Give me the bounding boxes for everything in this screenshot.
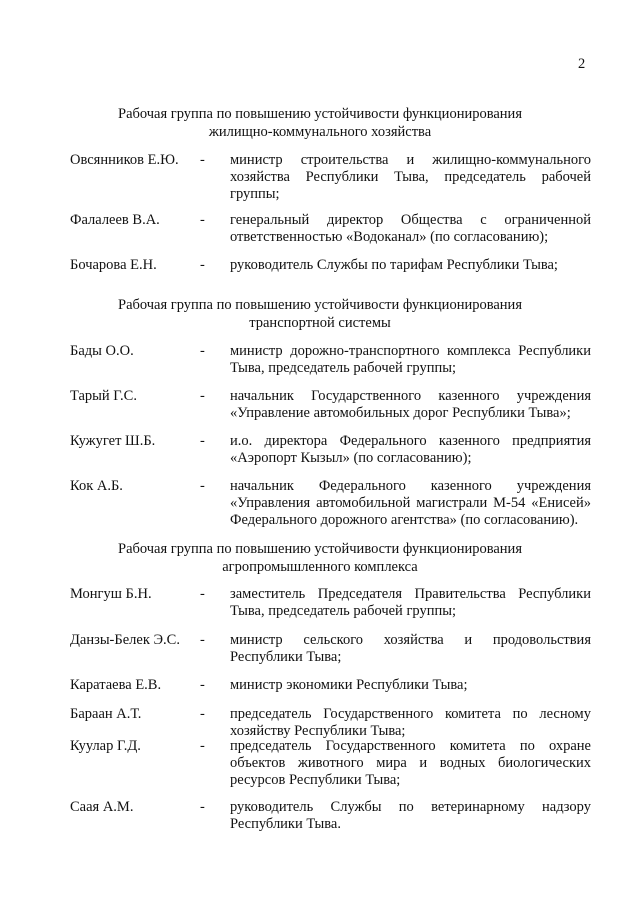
member-role: заместитель Председателя Правительства Республики Тыва, председатель рабочей группы; <box>230 586 591 619</box>
member-role: начальник Федерального казенного учреждения «Управления автомобильной магистрали М-54 «Енисей» Федерального дорожного агентства» (по согласованию). <box>230 478 591 528</box>
page-number: 2 <box>578 56 586 72</box>
member-name: Фалалеев В.А. <box>70 212 160 228</box>
member-role: и.о. директора Федерального казенного предприятия «Аэропорт Кызыл» (по согласованию); <box>230 433 591 466</box>
member-role: генеральный директор Общества с ограниченной ответственностью «Водоканал» (по согласованию); <box>230 212 591 245</box>
member-dash: - <box>200 677 205 693</box>
group-title-housing <box>0 105 640 141</box>
member-name: Овсянников Е.Ю. <box>70 152 179 168</box>
member-name: Каратаева Е.В. <box>70 677 162 693</box>
group-title-line: Рабочая группа по повышению устойчивости функционирования <box>118 106 522 122</box>
member-dash: - <box>200 343 205 359</box>
member-name: Монгуш Б.Н. <box>70 586 152 602</box>
member-dash: - <box>200 799 205 815</box>
group-title-line: транспортной системы <box>249 315 391 331</box>
member-name: Тарый Г.С. <box>70 388 137 404</box>
member-role: министр дорожно-транспортного комплекса Республики Тыва, председатель рабочей группы; <box>230 343 591 376</box>
group-title-agro <box>0 540 640 576</box>
member-name: Кужугет Ш.Б. <box>70 433 156 449</box>
member-dash: - <box>200 478 205 494</box>
member-role: председатель Государственного комитета по лесному хозяйству Республики Тыва; <box>230 706 591 739</box>
member-dash: - <box>200 388 205 404</box>
group-title-line: агропромышленного комплекса <box>222 559 418 575</box>
member-dash: - <box>200 706 205 722</box>
member-name: Бочарова Е.Н. <box>70 257 157 273</box>
member-name: Саая А.М. <box>70 799 134 815</box>
group-title-line: Рабочая группа по повышению устойчивости функционирования <box>118 541 522 557</box>
member-role: председатель Государственного комитета по охране объектов животного мира и водных биологических ресурсов Республики Тыва; <box>230 738 591 788</box>
member-dash: - <box>200 738 205 754</box>
member-role: руководитель Службы по ветеринарному надзору Республики Тыва. <box>230 799 591 832</box>
member-name: Куулар Г.Д. <box>70 738 141 754</box>
member-name: Данзы-Белек Э.С. <box>70 632 180 648</box>
member-dash: - <box>200 212 205 228</box>
member-name: Бараан А.Т. <box>70 706 142 722</box>
group-title-line: Рабочая группа по повышению устойчивости функционирования <box>118 297 522 313</box>
member-role: министр строительства и жилищно-коммунального хозяйства Республики Тыва, председатель рабочей группы; <box>230 152 591 202</box>
member-role: начальник Государственного казенного учреждения «Управление автомобильных дорог Республики Тыва»; <box>230 388 591 421</box>
group-title-line: жилищно-коммунального хозяйства <box>208 124 432 140</box>
member-dash: - <box>200 257 205 273</box>
member-dash: - <box>200 586 205 602</box>
member-dash: - <box>200 152 205 168</box>
group-title-transport <box>0 296 640 332</box>
member-role: руководитель Службы по тарифам Республики Тыва; <box>230 257 558 273</box>
member-dash: - <box>200 433 205 449</box>
member-dash: - <box>200 632 205 648</box>
member-name: Кок А.Б. <box>70 478 123 494</box>
member-role: министр экономики Республики Тыва; <box>230 677 468 693</box>
member-name: Бады О.О. <box>70 343 134 359</box>
member-role: министр сельского хозяйства и продовольствия Республики Тыва; <box>230 632 591 665</box>
